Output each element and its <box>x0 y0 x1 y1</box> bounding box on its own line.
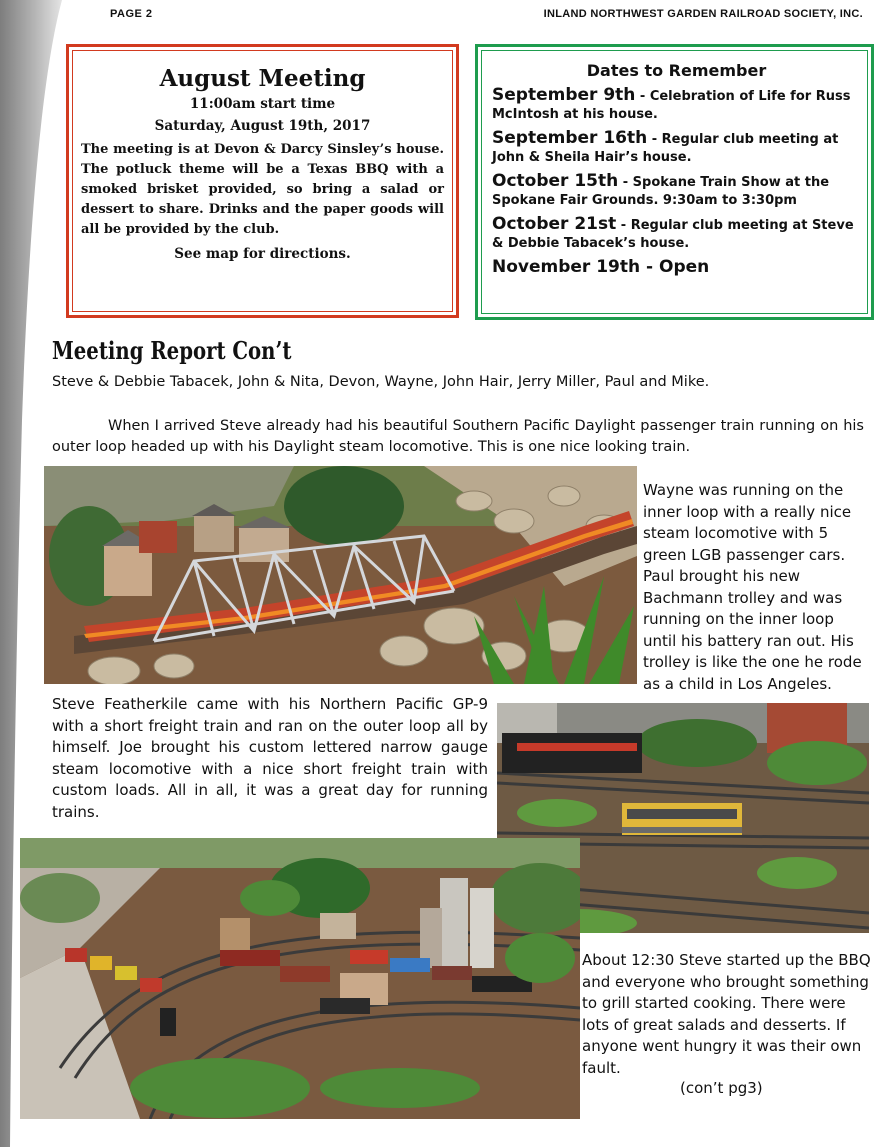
date-label: October 15th <box>492 171 619 191</box>
page-number: PAGE 2 <box>110 8 153 20</box>
date-label: September 16th <box>492 128 648 148</box>
date-item <box>492 215 861 253</box>
layout-overview-photo <box>20 838 580 1119</box>
august-meeting-title: August Meeting <box>159 65 366 92</box>
continued-note: (con’t pg3) <box>680 1079 763 1097</box>
organization-name: INLAND NORTHWEST GARDEN RAILROAD SOCIETY, INC. <box>543 8 863 20</box>
intro-paragraph: When I arrived Steve already had his beautiful Southern Pacific Daylight passenger train running on his outer loop headed up with his Daylight steam locomotive. This is one nice looking train. <box>52 418 864 455</box>
date-label: September 9th <box>492 85 636 105</box>
date-description: - Celebration of Life for Russ McIntosh at his house. <box>492 89 851 122</box>
wayne-paragraph: Wayne was running on the inner loop with a really nice steam locomotive with 5 green LGB passenger cars. Paul brought his new Bachmann trolley and was running on the inner loop until his battery ran out. His trolley is like the one he rode as a child in Los Angeles. <box>643 481 862 693</box>
bbq-paragraph: About 12:30 Steve started up the BBQ and everyone who brought something to grill started cooking. There were lots of great salads and desserts. If anyone went hungry it was their own fault. <box>582 951 871 1077</box>
date-item <box>492 172 861 210</box>
date-item <box>492 258 861 278</box>
start-time: 11:00am start time <box>189 96 336 112</box>
date-description: - Open <box>640 257 710 277</box>
date-item <box>492 86 861 124</box>
date-description: - Regular club meeting at John & Sheila Hair’s house. <box>492 132 839 165</box>
date-label: October 21st <box>492 214 617 234</box>
dates-to-remember-box <box>475 44 874 320</box>
meeting-date: Saturday, August 19th, 2017 <box>154 118 371 134</box>
section-title: Meeting Report Con’t <box>52 336 292 365</box>
daylight-train-photo <box>44 466 637 684</box>
date-item <box>492 129 861 167</box>
meeting-details: The meeting is at Devon & Darcy Sinsley’s house. The potluck theme will be a Texas BBQ with a smoked brisket provided, so bring a salad or dessert to share. Drinks and the paper goods will all be provided by the club. <box>81 142 444 237</box>
dates-title: Dates to Remember <box>586 61 767 80</box>
date-label: November 19th <box>492 257 641 277</box>
steve-featherkile-paragraph: Steve Featherkile came with his Northern Pacific GP-9 with a short freight train and ran on the outer loop all by himself. Joe brought his custom lettered narrow gauge steam locomotive with a nice short freight train with custom loads. All in all, it was a great day for running trains. <box>52 695 488 821</box>
attendees-list: Steve & Debbie Tabacek, John & Nita, Devon, Wayne, John Hair, Jerry Miller, Paul and Mike. <box>52 374 710 390</box>
date-description: - Spokane Train Show at the Spokane Fair Grounds. 9:30am to 3:30pm <box>492 175 830 208</box>
map-note: See map for directions. <box>174 246 351 262</box>
august-meeting-box <box>66 44 459 318</box>
date-description: - Regular club meeting at Steve & Debbie Tabacek’s house. <box>492 218 854 251</box>
